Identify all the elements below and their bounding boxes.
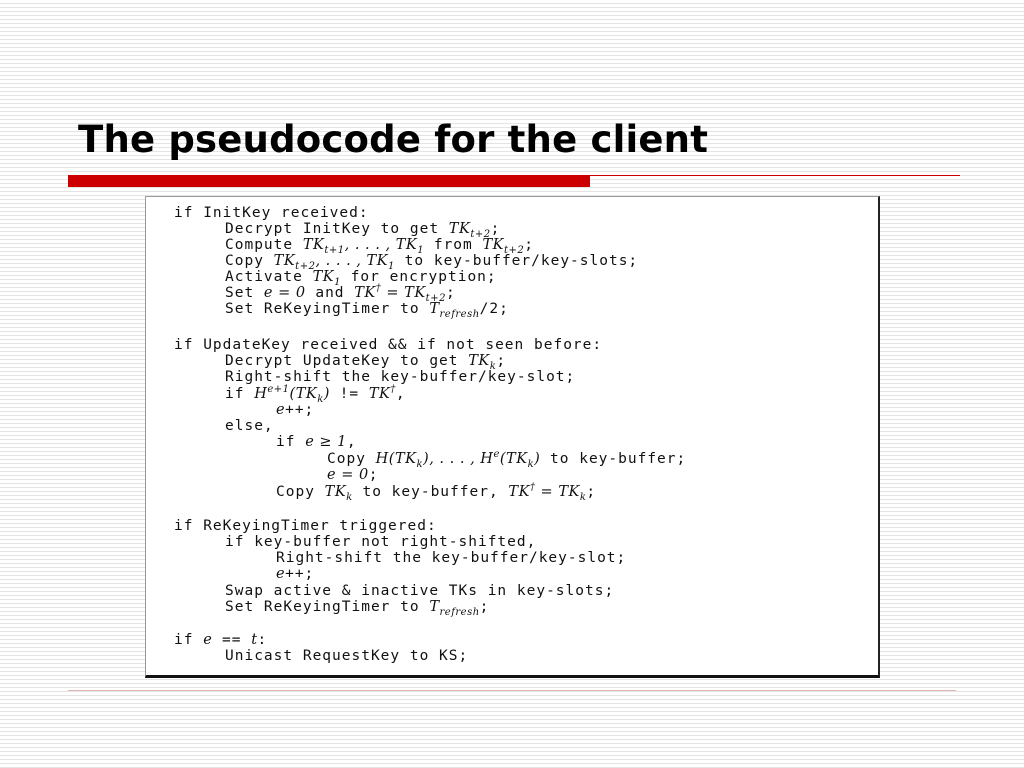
code-line-if-hash-mismatch: if $H^{e+1}(TK_k)$ != TK†, xyxy=(225,384,406,405)
code-line-e-increment-timer: e++; xyxy=(276,566,315,582)
code-line-e-increment: e++; xyxy=(276,402,315,418)
code-line-if-e-geq-one: if e ≥ 1, xyxy=(276,434,357,450)
code-line-if-e-equals-t: if e == t: xyxy=(174,632,268,648)
code-line-set-rekeying-timer: Set ReKeyingTimer to $T_{refresh}$; xyxy=(225,599,490,618)
slide-title: The pseudocode for the client xyxy=(78,118,709,161)
code-line-decrypt-initkey: Decrypt InitKey to get $TK_{t+2}$; xyxy=(225,221,501,240)
code-line-copy-tkk: Copy $TK_k$ to key-buffer, $TK^\dagger = TK_k$; xyxy=(276,482,597,503)
code-line-swap-tks: Swap active & inactive TKs in key-slots; xyxy=(225,583,615,599)
code-line-reset-e: e = 0; xyxy=(327,467,379,483)
code-line-if-not-shifted: if key-buffer not right-shifted, xyxy=(225,534,537,550)
code-line-activate-tk1: Activate $TK_1$ for encryption; xyxy=(225,269,497,288)
code-line-right-shift: Right-shift the key-buffer/key-slot; xyxy=(225,369,576,385)
code-line-rekeying-header: if ReKeyingTimer triggered: xyxy=(174,518,437,534)
code-line-init-key-header: if InitKey received: xyxy=(174,205,369,221)
code-line-unicast-request: Unicast RequestKey to KS; xyxy=(225,648,469,664)
code-line-copy-hash-chain: Copy $H(TK_k)$, . . . , $H^e(TK_k)$ to key-buffer; xyxy=(327,449,687,470)
code-line-right-shift-nested: Right-shift the key-buffer/key-slot; xyxy=(276,550,627,566)
code-line-set-e-zero: Set e = 0 and $TK^\dagger = TK_{t+2}$; xyxy=(225,283,456,304)
title-accent-line xyxy=(590,175,960,176)
code-line-set-rekeying-timer-half: Set ReKeyingTimer to $T_{refresh}/2$; xyxy=(225,301,509,320)
footer-line xyxy=(68,690,956,691)
code-line-decrypt-updatekey: Decrypt UpdateKey to get $TK_k$; xyxy=(225,353,507,372)
code-line-compute-tk: Compute $TK_{t+1}$, . . . , $TK_1$ from $TK_{t+2}$; xyxy=(225,237,535,256)
title-accent-bar xyxy=(68,175,590,187)
code-line-update-key-header: if UpdateKey received && if not seen before: xyxy=(174,337,603,353)
code-line-else: else, xyxy=(225,418,274,434)
pseudocode-panel xyxy=(145,196,880,678)
code-line-copy-tk-to-slots: Copy $TK_{t+2}$, . . . , $TK_1$ to key-buffer/key-slots; xyxy=(225,253,639,272)
